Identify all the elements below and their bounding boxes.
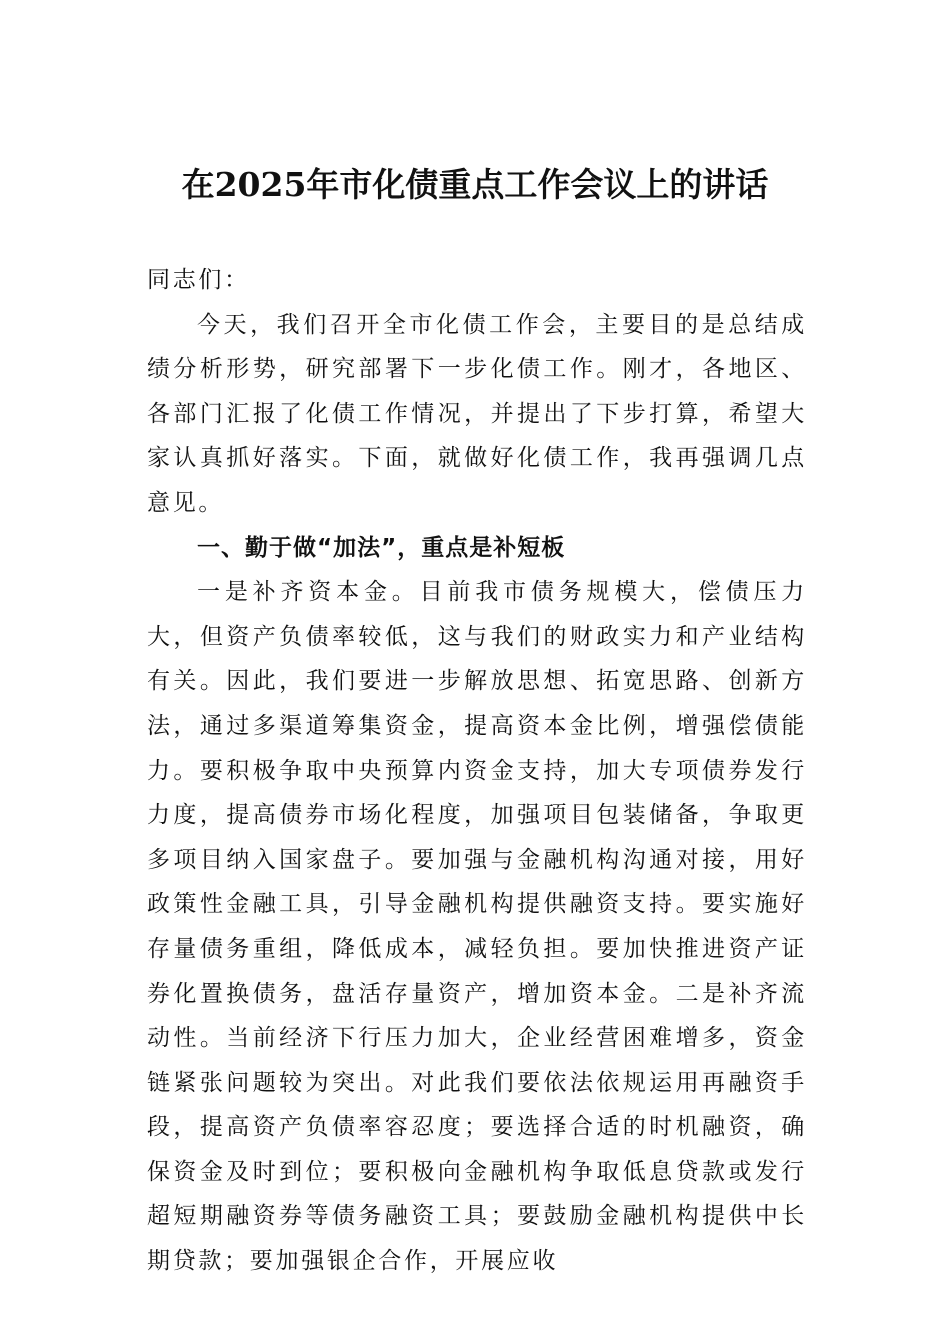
salutation: 同志们：	[147, 267, 250, 293]
document-body	[147, 258, 807, 1284]
section-heading: 一、勤于做“加法”，重点是补短板	[197, 534, 566, 561]
document-title: 在2025年市化债重点工作会议上的讲话	[181, 165, 769, 204]
intro-paragraph: 今天，我们召开全市化债工作会，主要目的是总结成绩分析形势，研究部署下一步化债工作。刚才，各地区、各部门汇报了化债工作情况，并提出了下步打算，希望大家认真抓好落实。下面，就做好化债工作，我再强调几点意见。	[147, 311, 807, 516]
section-paragraph: 一是补齐资本金。目前我市债务规模大，偿债压力大，但资产负债率较低，这与我们的财政实力和产业结构有关。因此，我们要进一步解放思想、拓宽思路、创新方法，通过多渠道筹集资金，提高资本金比例，增强偿债能力。要积极争取中央预算内资金支持，加大专项债券发行力度，提高债券市场化程度，加强项目包装储备，争取更多项目纳入国家盘子。要加强与金融机构沟通对接，用好政策性金融工具，引导金融机构提供融资支持。要实施好存量债务重组，降低成本，减轻负担。要加快推进资产证券化置换债务，盘活存量资产，增加资本金。二是补齐流动性。当前经济下行压力加大，企业经营困难增多，资金链紧张问题较为突出。对此我们要依法依规运用再融资手段，提高资产负债率容忍度；要选择合适的时机融资，确保资金及时到位；要积极向金融机构争取低息贷款或发行超短期融资券等债务融资工具；要鼓励金融机构提供中长期贷款；要加强银企合作，开展应收	[147, 579, 807, 1275]
